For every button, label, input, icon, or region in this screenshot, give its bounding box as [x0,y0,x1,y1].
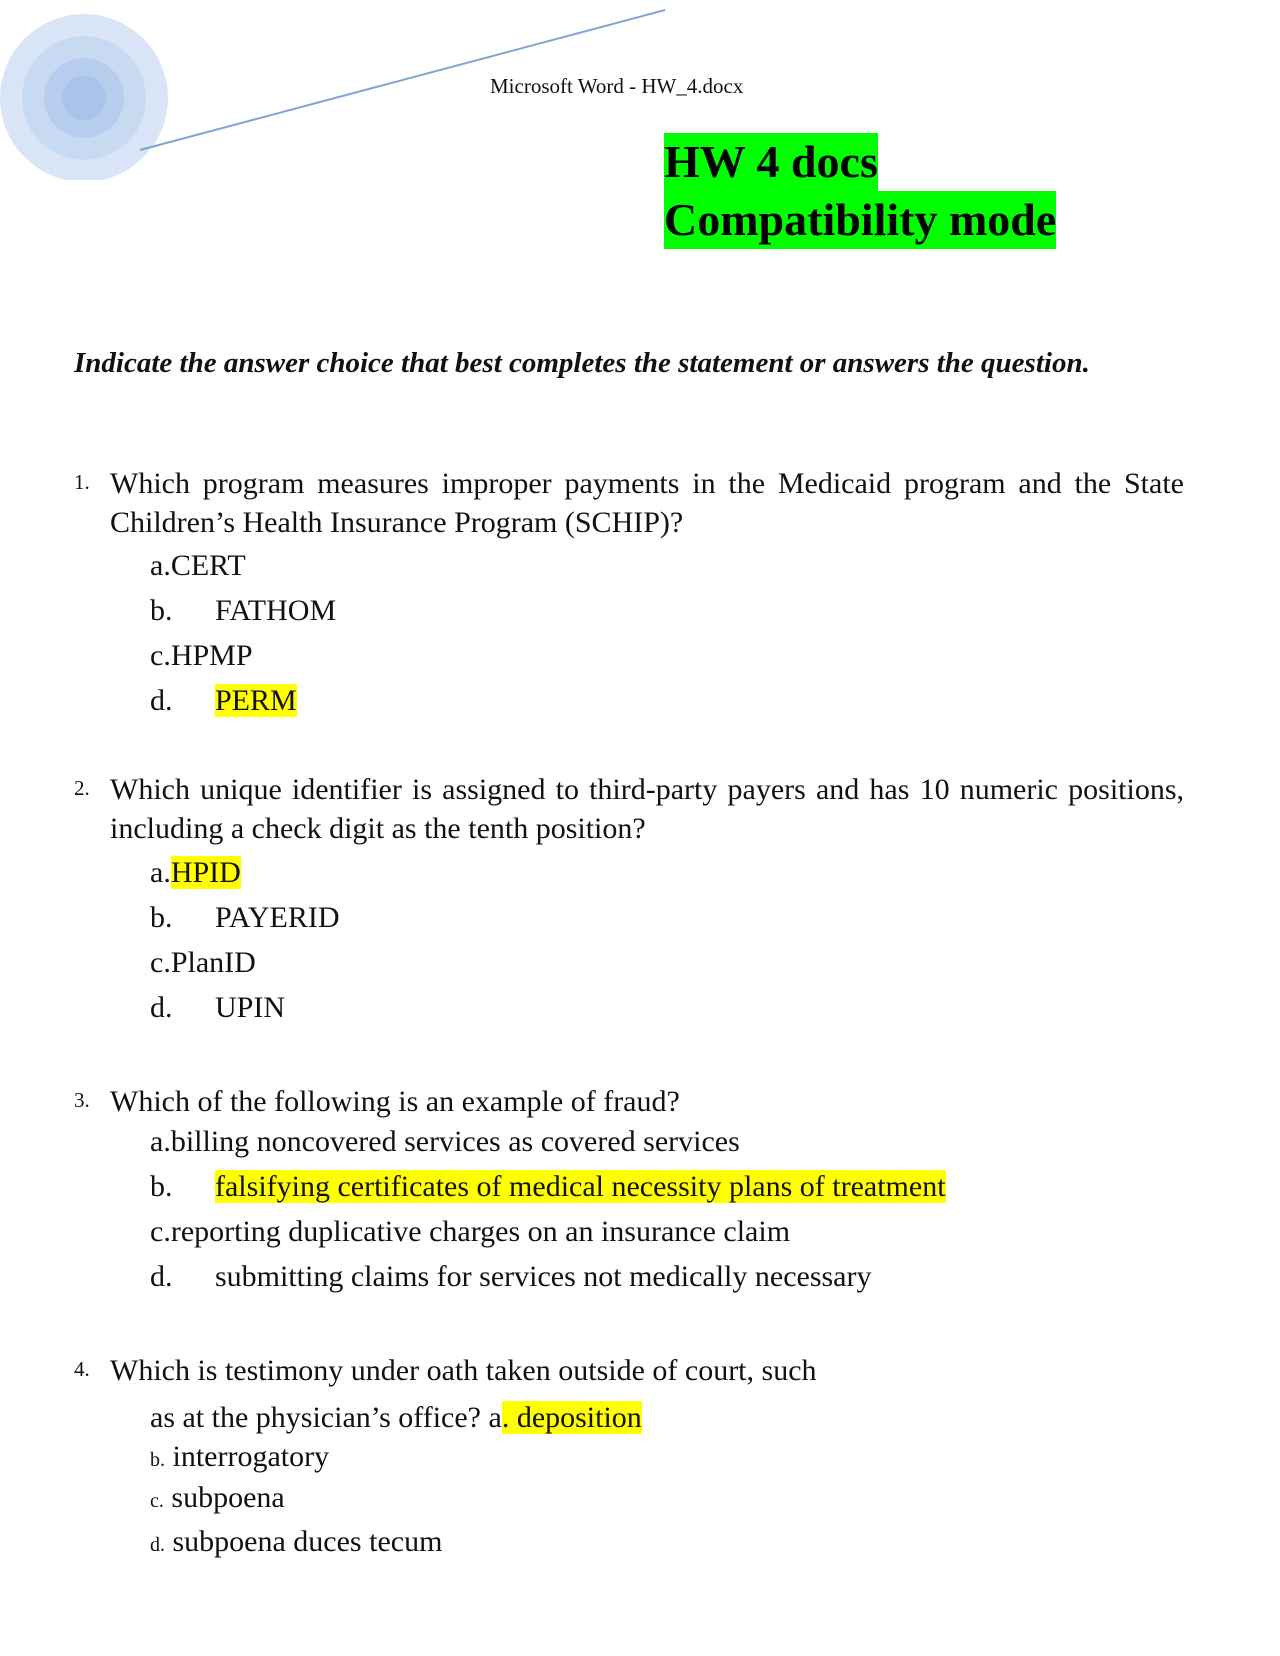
q2-option-d [150,988,285,1028]
option-label: d. [150,1260,173,1293]
q3-option-d [150,1257,871,1297]
option-label: c. [150,946,171,979]
option-label: b. [150,1170,173,1203]
instructions: Indicate the answer choice that best completes the statement or answers the question. [74,347,1090,379]
option-text: UPIN [215,991,286,1024]
option-text: PAYERID [215,901,340,934]
question-number: 1. [74,470,90,494]
app-title: Microsoft Word - HW_4.docx [490,74,744,98]
option-text-highlighted: HPID [170,856,241,889]
option-text: reporting duplicative charges on an insurance claim [170,1215,791,1248]
document-title [664,133,1056,249]
question-4 [74,1351,1184,1390]
option-label: b. [150,594,173,627]
q3-option-a [150,1122,740,1162]
question-text-continued: as at the physician’s office? a [150,1401,502,1434]
option-text: FATHOM [215,594,337,627]
option-text: deposition [516,1401,642,1434]
question-text: Which program measures improper payments in the Medicaid program and the State Children’s Health Insurance Program (SCHIP)? [110,467,1184,539]
question-number: 2. [74,776,90,800]
q3-option-b [150,1167,946,1207]
q1-option-a [150,546,246,586]
option-text-highlighted [502,1401,642,1434]
title-line-2: Compatibility mode [664,191,1056,249]
option-label: a. [150,1125,171,1158]
q4-option-b [150,1437,329,1480]
q1-option-c [150,636,253,676]
option-label: c. [150,639,171,672]
option-text-highlighted: PERM [215,684,297,717]
option-label: d. [150,1534,165,1556]
q1-option-b [150,591,336,631]
option-text: subpoena [171,1481,285,1514]
q1-option-d [150,681,297,721]
question-number: 4. [74,1357,90,1381]
option-text-highlighted: falsifying certificates of medical necessity plans of treatment [215,1170,946,1203]
option-text: submitting claims for services not medically necessary [215,1260,872,1293]
question-1 [74,464,1184,542]
option-label: b. [150,1449,165,1471]
option-label: . [501,1401,510,1434]
option-label: d. [150,684,173,717]
option-label: a. [150,549,171,582]
option-text: subpoena duces tecum [172,1525,443,1558]
question-text: Which unique identifier is assigned to third-party payers and has 10 numeric positions, including a check digit as the tenth position? [110,773,1184,845]
option-text: CERT [170,549,246,582]
question-text: Which is testimony under oath taken outside of court, such [110,1354,817,1387]
q3-option-c [150,1212,790,1252]
option-text: PlanID [170,946,256,979]
option-text: HPMP [170,639,253,672]
option-label: a. [150,856,171,889]
option-label: c. [150,1490,164,1512]
question-number: 3. [74,1088,90,1112]
option-text: interrogatory [172,1440,330,1473]
option-label: b. [150,901,173,934]
option-label: c. [150,1215,171,1248]
option-text: billing noncovered services as covered services [170,1125,740,1158]
q4-option-a [150,1398,642,1438]
q2-option-c [150,943,256,983]
deco-circle-core [62,76,106,120]
q2-option-a [150,853,241,893]
q4-option-d [150,1522,442,1565]
q4-option-c [150,1478,285,1521]
question-2 [74,770,1184,848]
title-line-1: HW 4 docs [664,133,878,191]
q2-option-b [150,898,340,938]
question-3 [74,1082,1184,1121]
option-label: d. [150,991,173,1024]
question-text: Which of the following is an example of fraud? [110,1085,680,1118]
